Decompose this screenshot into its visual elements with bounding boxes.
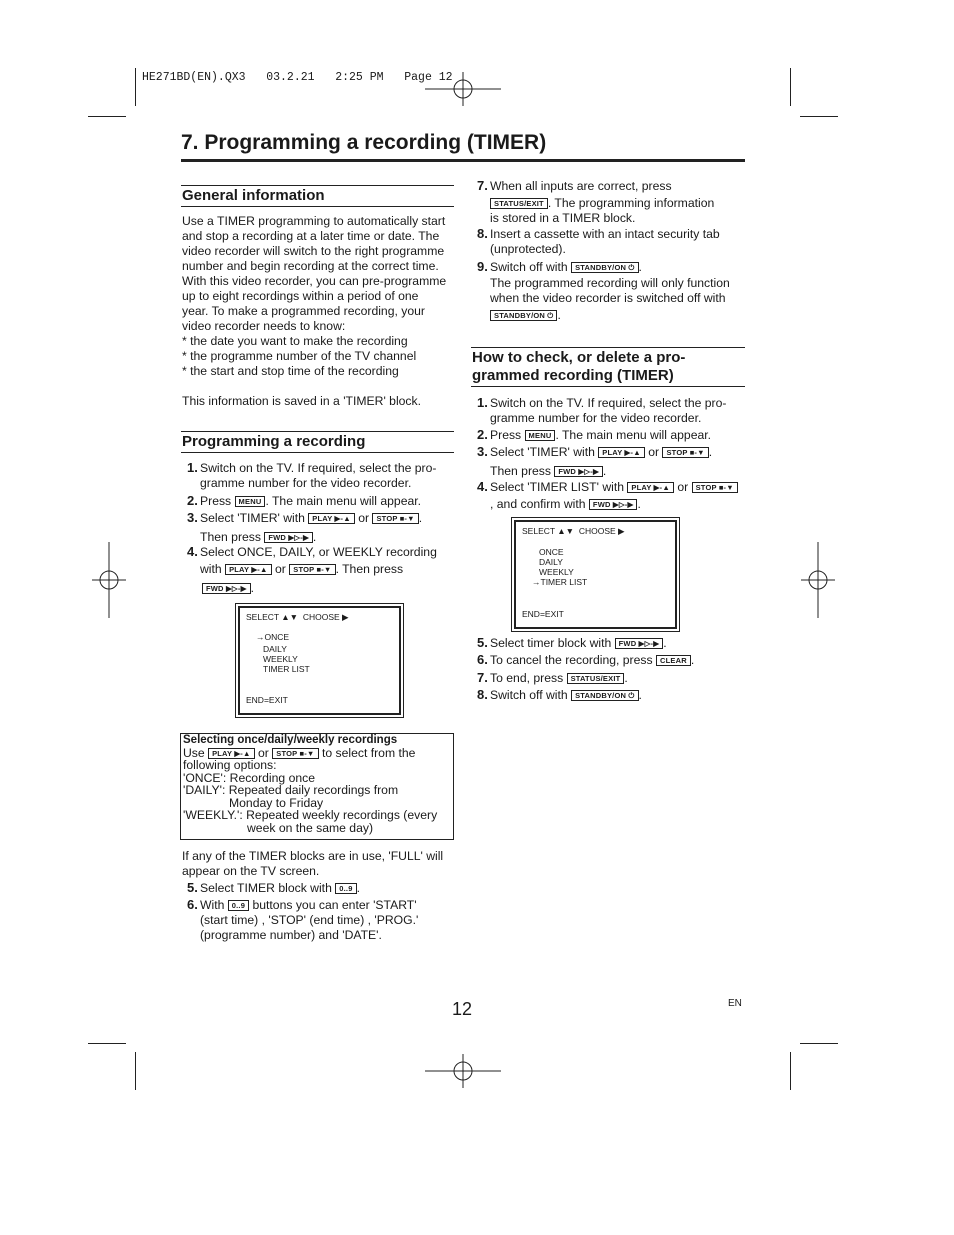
text: , and confirm with: [490, 497, 586, 511]
text: Select 'TIMER' with: [200, 511, 305, 525]
text: Press: [200, 494, 232, 508]
step-text: [200, 461, 436, 491]
step-number: 8.: [477, 687, 488, 702]
fwd-key: FWD ▶▷-▶: [264, 532, 313, 543]
text-line: (start time) , 'STOP' (end time) , 'PROG.': [200, 913, 419, 927]
text: or: [677, 480, 689, 494]
menu-item-daily: DAILY: [539, 557, 563, 567]
text: Use: [183, 745, 205, 760]
note-heading: Selecting once/daily/weekly recordings: [183, 734, 398, 746]
text-line: 'ONCE': Recording once: [183, 770, 316, 785]
play-key: PLAY ▶-▲: [225, 564, 272, 575]
menu-key: MENU: [525, 430, 556, 441]
step-number: 4.: [477, 479, 488, 494]
menu-header: SELECT ▲▼ CHOOSE ▶: [246, 612, 349, 622]
status-exit-key: STATUS/EXIT: [567, 673, 625, 684]
step-text: [490, 227, 720, 257]
step-number: 1.: [477, 395, 488, 410]
text: With: [200, 898, 225, 912]
text-line: * the programme number of the TV channel: [182, 349, 417, 363]
crop-mark: [135, 1052, 136, 1090]
menu-item-daily: DAILY: [263, 644, 287, 654]
text: buttons you can enter 'START': [252, 898, 417, 912]
menu-item-weekly: WEEKLY: [539, 567, 574, 577]
stop-key: STOP ■-▼: [662, 447, 708, 458]
text: to select from the: [321, 745, 416, 760]
text-line: when the video recorder is switched off with: [490, 291, 726, 305]
text-line: Switch on the TV. If required, select the pro-: [490, 396, 727, 410]
stop-key: STOP ■-▼: [372, 513, 418, 524]
step-text: [202, 581, 254, 596]
step-number: 6.: [187, 897, 198, 912]
text-line: gramme number for the video recorder.: [490, 411, 702, 425]
general-heading: General information: [182, 187, 325, 204]
crop-mark: [800, 116, 838, 117]
menu-item-once: ONCE: [539, 547, 564, 557]
text-line: up to eight recordings within a period of one: [182, 289, 419, 303]
menu-item-timer-list: TIMER LIST: [263, 664, 310, 674]
text: . Then press: [335, 562, 404, 576]
step-number: 5.: [477, 635, 488, 650]
step-number: 3.: [477, 444, 488, 459]
text: .: [356, 881, 360, 895]
menu-item-timer-list: →TIMER LIST: [532, 577, 588, 587]
step-number: 1.: [187, 460, 198, 475]
step-text: [490, 445, 712, 460]
text: .: [312, 530, 317, 544]
step-number: 3.: [187, 510, 198, 525]
crop-mark: [800, 1043, 838, 1044]
section-rule: [181, 206, 454, 207]
fwd-key: FWD ▶▷-▶: [554, 466, 603, 477]
text: Select timer block with: [490, 636, 612, 650]
text: .: [638, 260, 642, 274]
play-key: PLAY ▶-▲: [308, 513, 355, 524]
text-line: 'WEEKLY.': Repeated weekly recordings (every: [183, 808, 438, 822]
section-rule: [471, 386, 745, 387]
text-line: (unprotected).: [490, 242, 566, 256]
text-line: appear on the TV screen.: [182, 864, 320, 878]
saved-note: This information is saved in a 'TIMER' block.: [182, 394, 422, 408]
osd-menu: [514, 520, 677, 629]
step-text: [490, 671, 628, 686]
step-text: [200, 881, 360, 896]
step-number: 2.: [187, 493, 198, 508]
text-line: following options:: [183, 758, 277, 772]
step-text: When all inputs are correct, press: [490, 179, 672, 193]
registration-mark-icon: [801, 542, 835, 618]
text: Switch off with: [490, 688, 568, 702]
text-line: week on the same day): [247, 820, 374, 835]
page-title: 7. Programming a recording (TIMER): [181, 131, 547, 154]
text-line: If any of the TIMER blocks are in use, 'FULL' will: [182, 849, 444, 863]
text: To cancel the recording, press: [490, 653, 653, 667]
section-rule: [181, 452, 454, 453]
text: Select 'TIMER LIST' with: [490, 480, 625, 494]
step-text: [490, 396, 726, 426]
step-text: [200, 494, 421, 509]
text: Then press: [200, 530, 261, 544]
step-text: [490, 653, 694, 668]
step-text: [490, 308, 561, 323]
text: .: [690, 653, 695, 667]
section-rule: [181, 431, 454, 432]
play-key: PLAY ▶-▲: [627, 482, 674, 493]
step-number: 5.: [187, 880, 198, 895]
full-note: [182, 849, 443, 879]
text: To end, press: [490, 671, 564, 685]
osd-menu: [238, 606, 401, 715]
standby-key: STANDBY/ON ⏻: [571, 690, 638, 701]
step-text: [490, 636, 667, 651]
text: with: [200, 562, 222, 576]
text: .: [663, 636, 667, 650]
text: .: [418, 511, 423, 525]
standby-key: STANDBY/ON ⏻: [490, 310, 557, 321]
digit-key: 0..9: [335, 883, 356, 894]
menu-header: SELECT ▲▼ CHOOSE ▶: [522, 526, 625, 536]
step-text: [490, 276, 730, 306]
page-number: 12: [452, 999, 473, 1019]
general-body: [182, 214, 462, 379]
fwd-key: FWD ▶▷-▶: [202, 583, 251, 594]
title-rule: [181, 159, 745, 162]
language-label: EN: [728, 998, 742, 1009]
text: Switch off with: [490, 260, 568, 274]
step-text: Select ONCE, DAILY, or WEEKLY recording: [200, 545, 437, 559]
text: .: [624, 671, 628, 685]
text: .: [250, 581, 254, 595]
step-number: 9.: [477, 259, 488, 274]
step-text: [490, 480, 738, 495]
text-line: The programmed recording will only function: [490, 276, 730, 290]
step-number: 7.: [477, 178, 488, 193]
section-rule: [471, 347, 745, 348]
note-content: [183, 734, 451, 834]
menu-footer: END=EXIT: [522, 609, 564, 619]
text: .: [637, 497, 641, 511]
text: or: [258, 745, 269, 760]
registration-mark-icon: [92, 542, 126, 618]
file-info-line: HE271BD(EN).QX3 03.2.21 2:25 PM Page 12: [142, 71, 453, 84]
fwd-key: FWD ▶▷-▶: [615, 638, 664, 649]
text: .: [638, 688, 642, 702]
programming-heading: Programming a recording: [182, 433, 366, 450]
text-line: Monday to Friday: [229, 795, 324, 810]
text: Then press: [490, 464, 551, 478]
text: . The main menu will appear.: [555, 428, 712, 442]
standby-key: STANDBY/ON ⏻: [571, 262, 638, 273]
text: or: [275, 562, 286, 576]
clear-key: CLEAR: [656, 655, 691, 666]
step-text: [490, 428, 711, 443]
stop-key: STOP ■-▼: [272, 748, 318, 759]
step-text: [200, 511, 422, 526]
text: . The main menu will appear.: [265, 494, 422, 508]
text-line: Insert a cassette with an intact security tab: [490, 227, 720, 241]
step-text: [490, 260, 642, 275]
stop-key: STOP ■-▼: [692, 482, 738, 493]
text-line: Use a TIMER programming to automatically start: [182, 214, 446, 228]
text-line: [200, 898, 418, 913]
menu-item-weekly: WEEKLY: [263, 654, 298, 664]
step-text: [490, 688, 642, 703]
step-text: [200, 530, 316, 545]
step-number: 7.: [477, 670, 488, 685]
digit-key: 0..9: [228, 900, 249, 911]
text-line: 'DAILY': Repeated daily recordings from: [183, 783, 399, 797]
step-number: 6.: [477, 652, 488, 667]
text-line: video recorder will switch to the right programme: [182, 244, 445, 258]
step-text: [490, 196, 714, 211]
text: or: [648, 445, 660, 459]
text: .: [602, 464, 607, 478]
stop-key: STOP ■-▼: [289, 564, 335, 575]
text: or: [358, 511, 370, 525]
text-line: video recorder needs to know:: [182, 319, 346, 333]
crop-mark: [135, 68, 136, 106]
play-key: PLAY ▶-▲: [598, 447, 645, 458]
text-line: With this video recorder, you can pre-programme: [182, 274, 447, 288]
check-heading: [472, 349, 685, 385]
text-line: (programme number) and 'DATE'.: [200, 928, 382, 942]
heading-line: How to check, or delete a pro-: [472, 349, 686, 366]
text: Select 'TIMER' with: [490, 445, 595, 459]
text-line: * the start and stop time of the recording: [182, 364, 399, 378]
text-line: and stop a recording at a later time or date. The: [182, 229, 440, 243]
fwd-key: FWD ▶▷-▶: [589, 499, 638, 510]
step-text: [200, 562, 403, 577]
text: Select TIMER block with: [200, 881, 332, 895]
text: Press: [490, 428, 522, 442]
crop-mark: [790, 1052, 791, 1090]
text-line: * the date you want to make the recording: [182, 334, 408, 348]
step-text: [490, 497, 641, 512]
section-rule: [181, 185, 454, 186]
text-line: Switch on the TV. If required, select the pro-: [200, 461, 437, 475]
text: .: [557, 308, 561, 322]
heading-line: grammed recording (TIMER): [472, 367, 674, 384]
step-text: is stored in a TIMER block.: [490, 211, 636, 225]
crop-mark: [88, 116, 126, 117]
registration-mark-icon: [425, 1054, 501, 1088]
menu-key: MENU: [235, 496, 266, 507]
text-line: gramme number for the video recorder.: [200, 476, 412, 490]
text: .: [708, 445, 713, 459]
crop-mark: [88, 1043, 126, 1044]
menu-footer: END=EXIT: [246, 695, 288, 705]
text: . The programming information: [547, 196, 715, 210]
menu-item-once: →ONCE: [256, 632, 290, 642]
status-exit-key: STATUS/EXIT: [490, 198, 548, 209]
step-number: 8.: [477, 226, 488, 241]
step-text: [490, 464, 606, 479]
text-line: year. To make a programmed recording, your: [182, 304, 425, 318]
text-line: number and begin recording at the correct time.: [182, 259, 439, 273]
step-number: 4.: [187, 544, 198, 559]
crop-mark: [790, 68, 791, 106]
step-text: [200, 898, 418, 943]
step-number: 2.: [477, 427, 488, 442]
play-key: PLAY ▶-▲: [208, 748, 255, 759]
